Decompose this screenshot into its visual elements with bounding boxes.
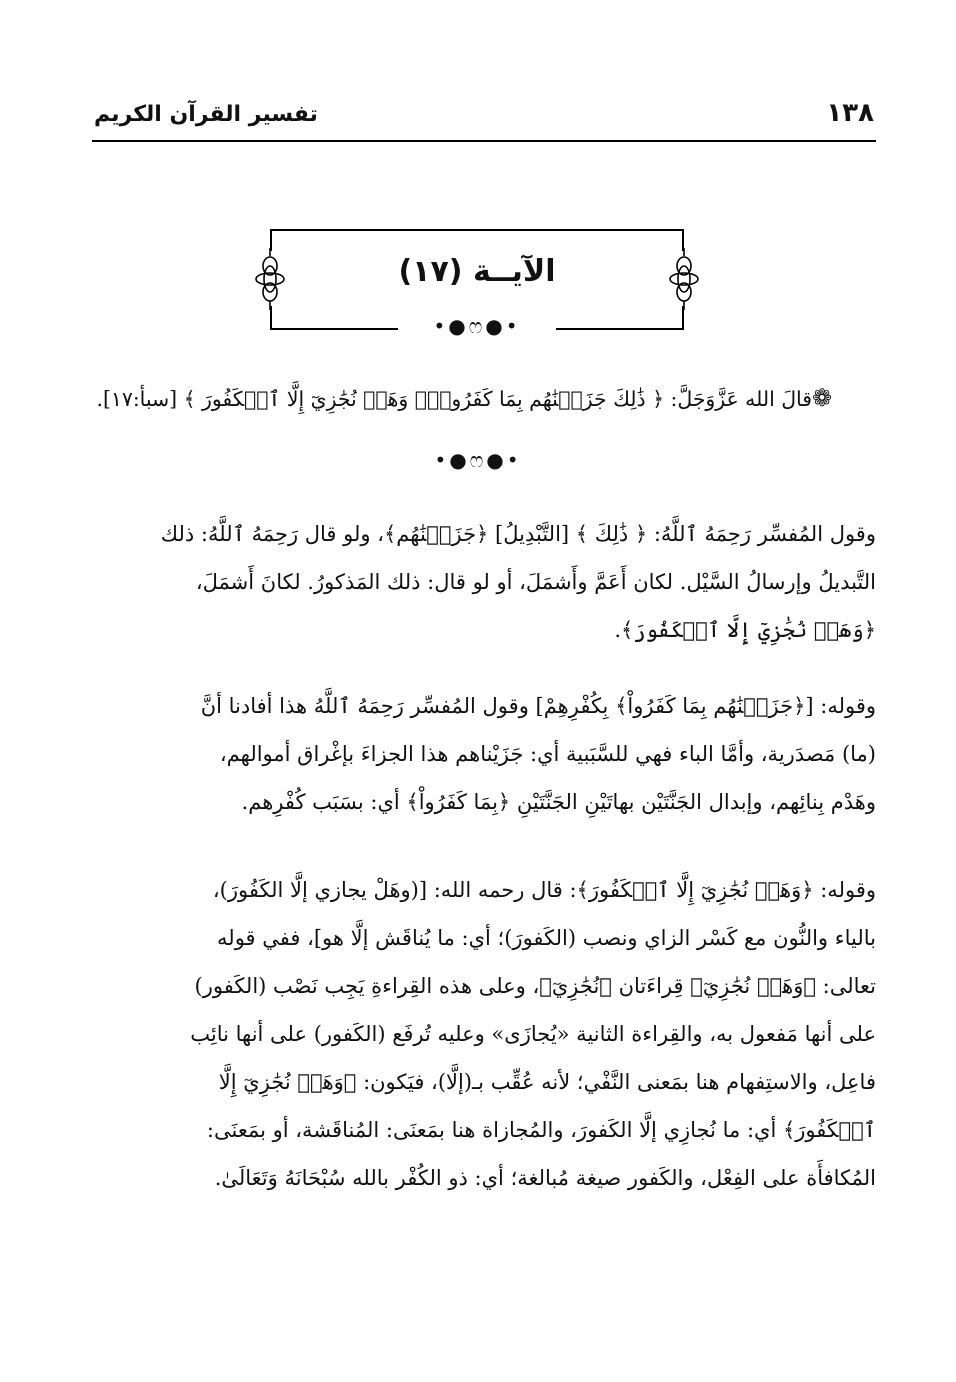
frame-bottom-right-line [556,328,684,330]
text-line: (ما) مَصدَرية، وأمَّا الباء فهي للسَّبَبية أي: جَزَيْناهم هذا الجزاءَ بإغْراق أموالهم، [219,742,876,766]
text-line: التَّبديلُ وإرسالُ السَّيْل. لكان أَعَمَّ وأَشمَلَ، أو لو قال: ذلك المَذكورُ. لكانَ أَشمَلَ، [195,570,876,594]
frame-bottom-left-line [270,328,398,330]
text-line: ﴿وَهَلۡ نُجَٰزِيٓ إِلَّا ٱلۡكَفُورَ﴾. [614,618,876,642]
verse-heading: الآيــة (١٧) [398,254,556,289]
paragraph [92,866,876,1202]
quran-quote: قالَ الله عَزَّوَجَلَّ: ﴿ ذَٰلِكَ جَزَيۡنَٰهُم بِمَا كَفَرُواْۖ وَهَلۡ نُجَٰزِيٓ إِلَّا ٱلۡكَفُورَ ﴾ [سبأ:١٧]. [96,387,812,411]
verse-number-frame [262,222,692,342]
ornament-divider: •●ෆ●• [433,314,521,338]
text-line: فاعِل، والاستِفهام هنا بمَعنى النَّفْي؛ لأنه عُقِّب بـ(إلَّا)، فيَكون: ﴿وَهَلۡ نُجَٰزِيٓ إِلَّا [218,1070,876,1094]
paragraph [92,682,876,826]
book-title: تفسير القرآن الكريم [94,102,318,127]
text-line: وهَدْم بِنائِهم، وإبدال الجَنَّتَيْن بهاتَيْنِ الجَنَّتَيْنِ ﴿بِمَا كَفَرُواْ﴾ أي: بسَبَب كُفْرِهم. [241,790,876,814]
text-line: المُكافأَة على الفِعْل، والكَفور صيغة مُبالغة؛ أي: ذو الكُفْر بالله سُبْحَانَهُ وَتَعَالَىٰ. [214,1166,876,1190]
text-line: تعالى: ﴿وَهَلۡ نُجَٰزِيٓ﴾ قِراءَتان ﴿نُجَٰزِيٓ﴾، وعلى هذه القِراءةِ يَجِب نَصْب (الكَفور) [194,974,876,998]
page-number: ١٣٨ [826,98,874,128]
running-header [92,92,876,136]
flower-bullet-icon: ❁ [812,384,833,412]
ornament-divider: •●ෆ●• [434,448,522,472]
text-line: بالياء والنُّون مع كَسْر الزاي ونصب (الكَفورَ)؛ أي: ما يُناقَش إلَّا هو]، ففي قوله [217,926,876,950]
paragraph [92,510,876,654]
frame-top-line [270,229,684,231]
text-line: وقوله: [﴿جَزَيۡنَٰهُم بِمَا كَفَرُواْ﴾ بِكُفْرِهِمْ] وقول المُفسِّر رَحِمَهُ ٱللَّهُ هذا أفادنا أنَّ [200,694,876,718]
text-line: وقول المُفسِّر رَحِمَهُ ٱللَّهُ: ﴿ ذَٰلِكَ ﴾ [التَّبْدِيلُ] ﴿جَزَيۡنَٰهُم﴾، ولو قال رَحِمَهُ ٱللَّهُ: ذلك [160,522,876,546]
header-rule [92,140,876,142]
text-line: وقوله: ﴿وَهَلۡ نُجَٰزِيٓ إِلَّا ٱلۡكَفُورَ﴾: قال رحمه الله: [(وهَلْ يجازي إلَّا الكَفُورَ)، [212,878,876,902]
text-line: ٱلۡكَفُورَ﴾ أي: ما نُجازِي إلَّا الكَفورَ، والمُجازاة هنا بمَعنَى: المُناقَشة، أو بمَعنَى: [206,1118,876,1142]
text-line: على أنها مَفعول به، والقِراءة الثانية «يُجازَى» وعليه تُرفَع (الكَفور) على أنها نائِب [190,1022,876,1046]
